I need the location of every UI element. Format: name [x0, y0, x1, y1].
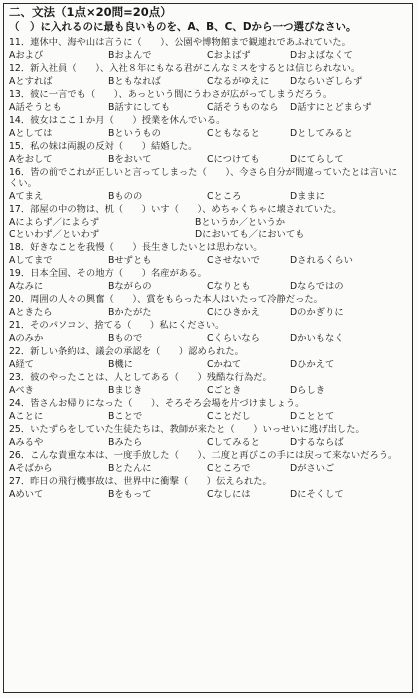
- question: [9, 267, 406, 293]
- answer-options: [9, 49, 406, 62]
- answer-option-d[interactable]: Dするならば: [290, 437, 344, 448]
- answer-option-d[interactable]: Dおよばなくて: [290, 50, 353, 61]
- answer-options: [9, 332, 406, 345]
- answer-options: [9, 127, 406, 140]
- answer-option-a[interactable]: Aことに: [9, 411, 44, 422]
- question-stem: 26．こんな貴重な本は、一度手放した（ ）、二度と再びこの手には戻って来ないだろう。: [9, 450, 398, 461]
- answer-option-c[interactable]: Cといわず／といわず: [9, 229, 100, 240]
- answer-option-d[interactable]: Dかいもなく: [290, 333, 344, 344]
- question-stem: 21．そのパソコン、捨てる（ ）私にください。: [9, 320, 225, 331]
- answer-option-c[interactable]: Cにつけても: [207, 154, 260, 165]
- question-stem: 27．昨日の飛行機事故は、世界中に衝撃（ ）伝えられた。: [9, 476, 272, 487]
- answer-option-a[interactable]: Aそばから: [9, 463, 53, 474]
- section-instruction: （ ）に入れるのに最も良いものを、A、B、C、Dから一つ選びなさい。: [9, 21, 357, 33]
- question: [9, 371, 406, 397]
- answer-option-b[interactable]: Bみたら: [108, 437, 143, 448]
- answer-option-d[interactable]: Dされるくらい: [290, 255, 353, 266]
- answer-options: [9, 384, 406, 397]
- answer-option-c[interactable]: Cことだし: [207, 411, 251, 422]
- answer-option-b[interactable]: Bことで: [108, 411, 143, 422]
- answer-option-b[interactable]: Bまじき: [108, 385, 143, 396]
- question: [9, 114, 406, 140]
- answer-option-b[interactable]: Bおよんで: [108, 50, 152, 61]
- answer-options: [9, 101, 406, 114]
- answer-option-c[interactable]: Cごとき: [207, 385, 242, 396]
- answer-option-c[interactable]: Cなりとも: [207, 281, 251, 292]
- question-stem: 13．彼に一言でも（ ）、あっという間にうわさが広がってしまうだろう。: [9, 89, 333, 100]
- exam-page: [3, 3, 413, 693]
- answer-option-b[interactable]: Bというか／というか: [195, 217, 286, 228]
- answer-option-d[interactable]: Dらしき: [290, 385, 326, 396]
- question-stem: 12．新入社員（ ）、入社８年にもなる君がこんなミスをするとは信じられない。: [9, 63, 361, 74]
- answer-options: [9, 488, 406, 501]
- answer-options: [9, 436, 406, 449]
- answer-option-d[interactable]: Dにそくして: [290, 489, 344, 500]
- answer-option-d[interactable]: Dならではの: [290, 281, 344, 292]
- answer-option-a[interactable]: Aおよび: [9, 50, 44, 61]
- answer-option-c[interactable]: Cおよばず: [207, 50, 251, 61]
- answer-option-d[interactable]: Dにてらして: [290, 154, 344, 165]
- answer-option-c[interactable]: Cなしには: [207, 489, 251, 500]
- question-stem: 15．私の妹は両親の反対（ ）結婚した。: [9, 141, 198, 152]
- answer-options: [9, 216, 406, 241]
- answer-option-b[interactable]: Bもので: [108, 333, 143, 344]
- question: [9, 203, 406, 241]
- question-stem: 20．周囲の人々の興奮（ ）、賞をもらった本人はいたって冷静だった。: [9, 294, 323, 305]
- answer-option-a[interactable]: Aてまえ: [9, 191, 44, 202]
- question-stem: 19．日本全国、その地方（ ）名産がある。: [9, 268, 207, 279]
- question-stem: 23．彼のやったことは、人としてある（ ）残酷な行為だ。: [9, 372, 272, 383]
- answer-option-b[interactable]: Bをもって: [108, 489, 152, 500]
- answer-option-c[interactable]: Cかねて: [207, 359, 242, 370]
- question: [9, 241, 406, 267]
- answer-option-d[interactable]: Dにおいても／においても: [195, 229, 305, 240]
- answer-option-a[interactable]: A経て: [9, 359, 34, 370]
- answer-option-b[interactable]: B話すにしても: [108, 102, 171, 113]
- answer-option-b[interactable]: B機に: [108, 359, 133, 370]
- answer-option-d[interactable]: D話すにとどまらず: [290, 102, 372, 113]
- question-stem: 17．部屋の中の物は、机（ ）いす（ ）、めちゃくちゃに壊されていた。: [9, 204, 342, 215]
- answer-options: [9, 306, 406, 319]
- question-stem: 18．好きなことを我慢（ ）長生きしたいとは思わない。: [9, 242, 263, 253]
- answer-options: [9, 410, 406, 423]
- question: [9, 345, 406, 371]
- answer-option-a[interactable]: Aとしては: [9, 128, 53, 139]
- answer-option-a[interactable]: Aなみに: [9, 281, 44, 292]
- answer-options: [9, 75, 406, 88]
- answer-option-a[interactable]: A話そうとも: [9, 102, 62, 113]
- answer-option-d[interactable]: Dとしてみると: [290, 128, 353, 139]
- answer-option-a[interactable]: Aめいて: [9, 489, 44, 500]
- answer-options: [9, 280, 406, 293]
- answer-option-c[interactable]: Cところ: [207, 191, 242, 202]
- question: [9, 449, 406, 475]
- question: [9, 319, 406, 345]
- answer-option-c[interactable]: Cさせないで: [207, 255, 260, 266]
- answer-option-d[interactable]: Dこととて: [290, 411, 335, 422]
- answer-option-b[interactable]: Bをおいて: [108, 154, 152, 165]
- question: [9, 475, 406, 501]
- answer-options: [9, 153, 406, 166]
- answer-option-a[interactable]: Aときたら: [9, 307, 53, 318]
- answer-option-c[interactable]: Cしてみると: [207, 437, 260, 448]
- answer-option-b[interactable]: Bながらの: [108, 281, 152, 292]
- question-stem: 24．皆さんお帰りになった（ ）、そろそろ会場を片づけましょう。: [9, 398, 305, 409]
- answer-option-a[interactable]: Aべき: [9, 385, 34, 396]
- answer-option-d[interactable]: Dがさいご: [290, 463, 335, 474]
- answer-option-b[interactable]: Bとたんに: [108, 463, 152, 474]
- question: [9, 397, 406, 423]
- answer-option-d[interactable]: Dならいざしらず: [290, 76, 363, 87]
- answer-option-a[interactable]: Aみるや: [9, 437, 44, 448]
- answer-option-b[interactable]: Bかたがた: [108, 307, 152, 318]
- question: [9, 166, 406, 203]
- answer-option-b[interactable]: Bものの: [108, 191, 143, 202]
- answer-option-b[interactable]: Bというもの: [108, 128, 161, 139]
- answer-option-d[interactable]: Dのかぎりに: [290, 307, 344, 318]
- question-stem: 11．連休中、海や山は言うに（ ）、公園や博物館まで観連れであふれていた。: [9, 37, 351, 48]
- answer-options: [9, 358, 406, 371]
- answer-option-a[interactable]: Aのみか: [9, 333, 44, 344]
- question-list: [9, 36, 406, 501]
- answer-option-c[interactable]: Cところで: [207, 463, 251, 474]
- answer-option-b[interactable]: Bともなれば: [108, 76, 161, 87]
- answer-option-c[interactable]: C話そうものなら: [207, 102, 279, 113]
- question: [9, 293, 406, 319]
- question-stem: 25．いたずらをしていた生徒たちは、教師が来たと（ ）いっせいに逃げ出した。: [9, 424, 365, 435]
- answer-options: [9, 462, 406, 475]
- answer-option-a[interactable]: Aによらず／によらず: [9, 217, 100, 228]
- section-title: 二、文法（1点×20問=20点）: [9, 5, 172, 19]
- answer-option-d[interactable]: Dままに: [290, 191, 326, 202]
- answer-option-c[interactable]: Cともなると: [207, 128, 260, 139]
- answer-option-c[interactable]: Cくらいなら: [207, 333, 260, 344]
- answer-option-a[interactable]: Aをおして: [9, 154, 53, 165]
- answer-options: [9, 254, 406, 267]
- question-stem: 22．新しい条約は、議会の承認を（ ）認められた。: [9, 346, 244, 357]
- answer-option-d[interactable]: Dひかえて: [290, 359, 335, 370]
- answer-option-a[interactable]: Aとすれば: [9, 76, 53, 87]
- question: [9, 423, 406, 449]
- answer-option-c[interactable]: Cにひきかえ: [207, 307, 260, 318]
- answer-option-c[interactable]: Cなるがゆえに: [207, 76, 270, 87]
- question: [9, 62, 406, 88]
- answer-option-a[interactable]: Aしてまで: [9, 255, 53, 266]
- question: [9, 36, 406, 62]
- answer-option-b[interactable]: Bせずとも: [108, 255, 152, 266]
- answer-options: [9, 190, 406, 203]
- question: [9, 140, 406, 166]
- question-stem: 16．皆の前でこれが正しいと言ってしまった（ ）、今さら自分が間違っていたとは言いにくい。: [9, 167, 398, 189]
- question-stem: 14．彼女はここ１か月（ ）授業を休んでいる。: [9, 115, 226, 126]
- question: [9, 88, 406, 114]
